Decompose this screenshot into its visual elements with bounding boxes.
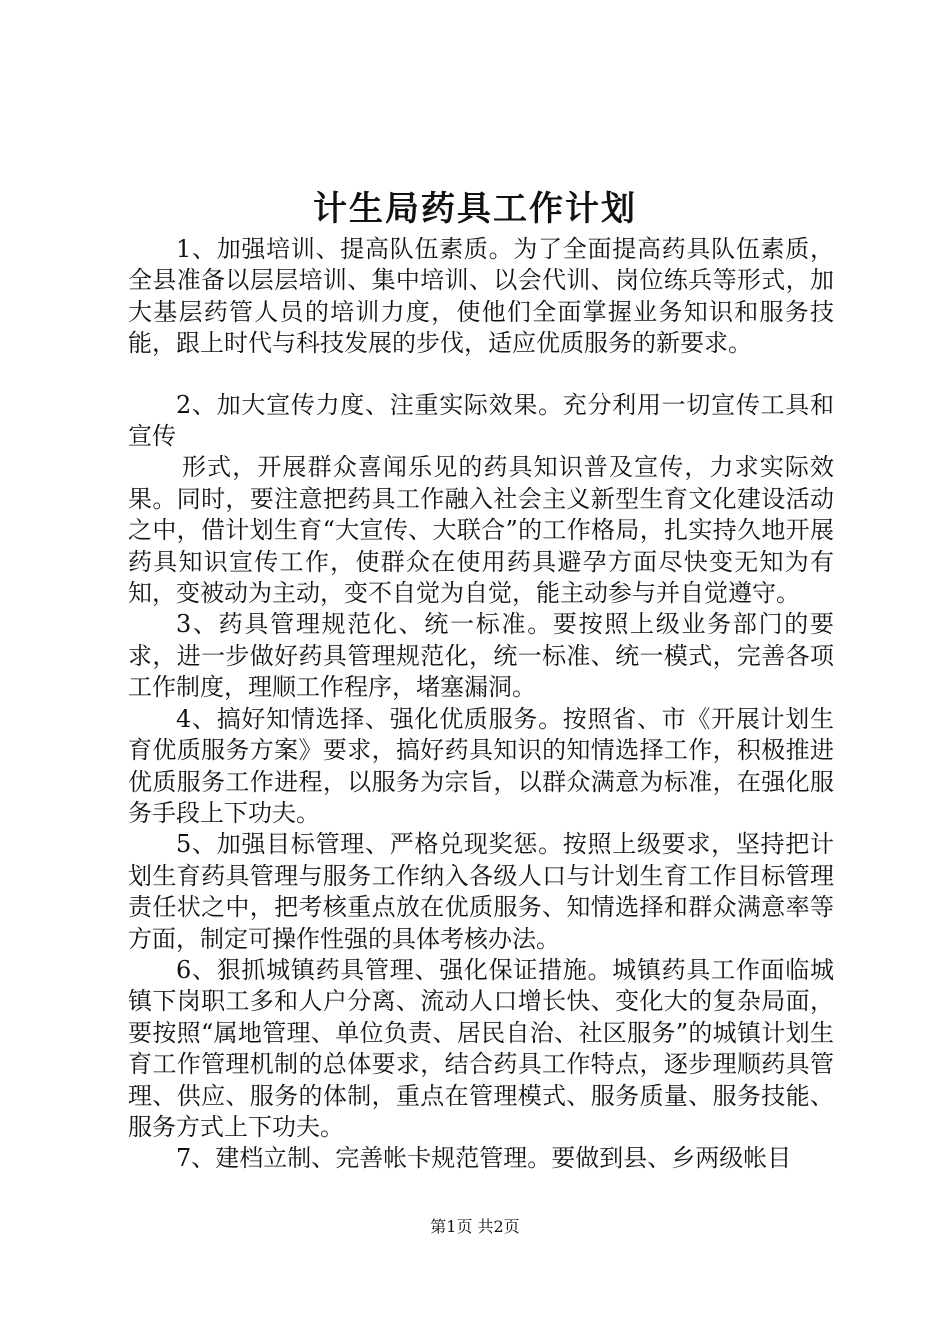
paragraph-3: 3、药具管理规范化、统一标准。要按照上级业务部门的要求，进一步做好药具管理规范化，统一标准、统一模式，完善各项工作制度，理顺工作程序，堵塞漏洞。	[128, 610, 834, 702]
paragraph-2-continued: 形式，开展群众喜闻乐见的药具知识普及宣传，力求实际效果。同时，要注意把药具工作融入社会主义新型生育文化建设活动之中，借计划生育“大宣传、大联合”的工作格局，扎实持久地开展药具知识宣传工作，使群众在使用药具避孕方面尽快变无知为有知，变被动为主动，变不自觉为自觉，能主动参与并自觉遵守。	[128, 453, 834, 608]
document-title: 计生局药具工作计划	[313, 189, 637, 229]
document-body	[128, 234, 834, 1175]
paragraph-4: 4、搞好知情选择、强化优质服务。按照省、市《开展计划生育优质服务方案》要求，搞好药具知识的知情选择工作，积极推进优质服务工作进程，以服务为宗旨，以群众满意为标准，在强化服务手段上下功夫。	[128, 704, 834, 827]
paragraph-5: 5、加强目标管理、严格兑现奖惩。按照上级要求，坚持把计划生育药具管理与服务工作纳入各级人口与计划生育工作目标管理责任状之中，把考核重点放在优质服务、知情选择和群众满意率等方面，制定可操作性强的具体考核办法。	[128, 830, 834, 953]
paragraph-2: 2、加大宣传力度、注重实际效果。充分利用一切宣传工具和宣传	[128, 390, 834, 451]
paragraph-1: 1、加强培训、提高队伍素质。为了全面提高药具队伍素质，全县准备以层层培训、集中培训、以会代训、岗位练兵等形式，加大基层药管人员的培训力度，使他们全面掌握业务知识和服务技能，跟上时代与科技发展的步伐，适应优质服务的新要求。	[128, 235, 834, 358]
paragraph-6: 6、狠抓城镇药具管理、强化保证措施。城镇药具工作面临城镇下岗职工多和人户分离、流动人口增长快、变化大的复杂局面，要按照“属地管理、单位负责、居民自治、社区服务”的城镇计划生育工作管理机制的总体要求，结合药具工作特点，逐步理顺药具管理、供应、服务的体制，重点在管理模式、服务质量、服务技能、服务方式上下功夫。	[128, 955, 834, 1141]
page-footer: 第1页 共2页	[430, 1217, 520, 1236]
paragraph-7: 7、建档立制、完善帐卡规范管理。要做到县、乡两级帐目	[176, 1144, 792, 1173]
